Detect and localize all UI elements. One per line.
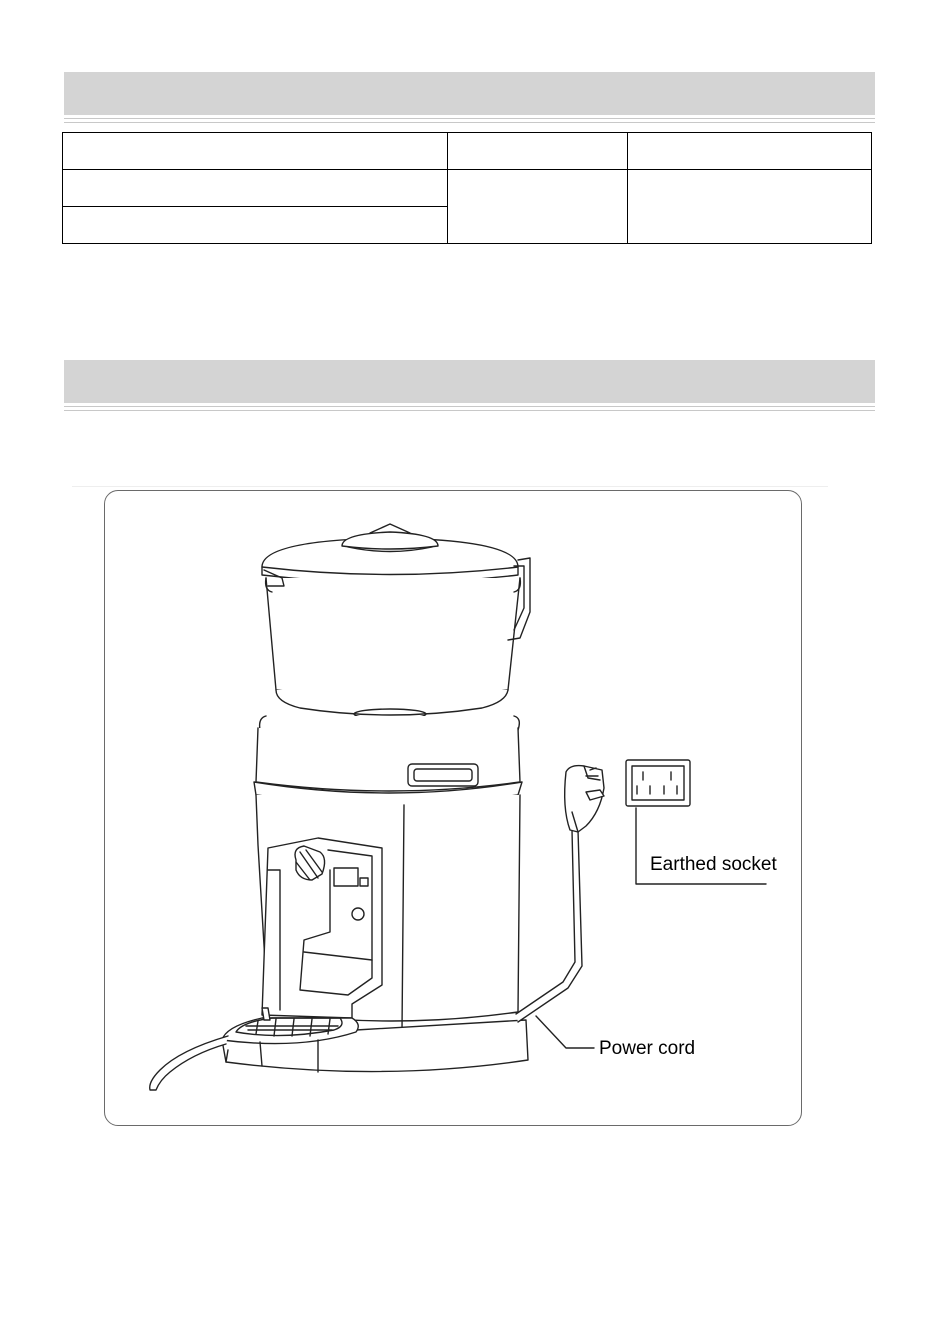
cord-leader-line bbox=[536, 1016, 594, 1048]
cord-left bbox=[150, 1036, 228, 1090]
base-collar bbox=[256, 716, 520, 791]
earthed-socket-label: Earthed socket bbox=[650, 854, 777, 875]
lid bbox=[262, 524, 518, 583]
power-cord bbox=[516, 766, 604, 1022]
water-tank bbox=[264, 558, 530, 719]
power-cord-label: Power cord bbox=[599, 1038, 696, 1059]
main-body bbox=[254, 782, 522, 1030]
earthed-socket-icon bbox=[626, 760, 690, 806]
